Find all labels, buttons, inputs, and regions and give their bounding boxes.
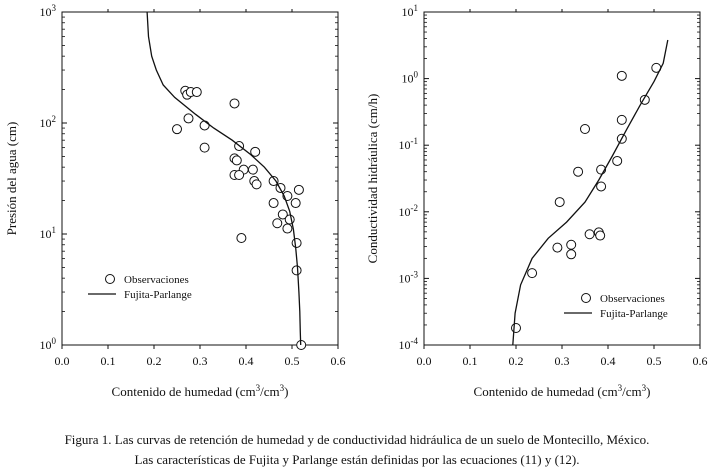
right-observation-point — [528, 269, 537, 278]
left-observation-point — [200, 121, 209, 130]
right-observation-point — [617, 115, 626, 124]
right-observation-point — [567, 240, 576, 249]
right-observation-point — [512, 323, 521, 332]
right-x-axis-label: Contenido de humedad $(cm^3/cm^3)$ — [473, 383, 651, 399]
right-legend-circle-swatch — [582, 294, 591, 303]
left-x-axis-label: Contenido de humedad $(cm^3/cm^3)$ — [111, 383, 289, 399]
right-observation-point — [555, 198, 564, 207]
left-plot-frame — [62, 12, 338, 345]
left-observation-point — [192, 88, 201, 97]
right-observation-point — [581, 125, 590, 134]
right-y-tick-label: $10^{-2}$ — [398, 202, 418, 219]
left-x-tick-label: 0.1 — [100, 354, 116, 368]
left-observation-point — [291, 199, 300, 208]
left-observation-point — [184, 114, 193, 123]
left-observation-point — [248, 165, 257, 174]
right-y-tick-label: $10^1$ — [401, 3, 418, 19]
left-y-tick-label: $10^3$ — [39, 3, 56, 19]
left-observation-point — [294, 185, 303, 194]
figure-caption-line-1: Figura 1. Las curvas de retención de humedad y de conductividad hidráulica de un suelo de Montecillo, México. — [64, 432, 650, 447]
right-legend — [564, 293, 668, 320]
left-observation-point — [269, 199, 278, 208]
figure-caption-line-2: Las características de Fujita y Parlange están definidas por las ecuaciones (11) y (12). — [134, 452, 580, 467]
left-x-tick-label: 0.2 — [146, 354, 162, 368]
left-y-tick-label: $10^0$ — [39, 336, 56, 352]
right-x-tick-label: 0.3 — [554, 354, 570, 368]
left-observation-point — [235, 171, 244, 180]
right-y-tick-label: $10^{-4}$ — [398, 336, 418, 352]
left-legend-circle-swatch — [106, 275, 115, 284]
right-x-tick-label: 0.0 — [416, 354, 432, 368]
left-observation-point — [285, 215, 294, 224]
right-x-tick-label: 0.5 — [646, 354, 662, 368]
left-observation-point — [283, 224, 292, 233]
left-observation-point — [252, 180, 261, 189]
left-y-tick-label: $10^1$ — [39, 225, 56, 241]
right-y-axis-label: Conductividad hidráulica (cm/h) — [365, 93, 380, 264]
right-observation-point — [553, 243, 562, 252]
left-legend — [88, 274, 192, 301]
right-y-tick-label: $10^0$ — [401, 69, 418, 86]
left-x-tick-label: 0.3 — [192, 354, 208, 368]
left-y-tick-label: $10^2$ — [39, 114, 56, 130]
left-observation-point — [230, 99, 239, 108]
left-observation-point — [237, 234, 246, 243]
right-observation-point — [597, 182, 606, 191]
left-x-tick-label: 0.4 — [238, 354, 254, 368]
right-y-tick-label: $10^{-1}$ — [398, 136, 418, 153]
right-chart — [365, 3, 708, 399]
left-observation-point — [292, 266, 301, 275]
right-observation-point — [613, 156, 622, 165]
right-observation-point — [574, 167, 583, 176]
right-observation-point — [617, 71, 626, 80]
right-legend-label: Observaciones — [600, 293, 665, 305]
left-observation-point — [173, 125, 182, 134]
left-observation-point — [292, 238, 301, 247]
right-legend-label: Fujita-Parlange — [600, 308, 668, 320]
right-y-tick-label: $10^{-3}$ — [398, 269, 418, 286]
left-legend-label: Fujita-Parlange — [124, 289, 192, 301]
right-x-tick-label: 0.6 — [692, 354, 708, 368]
left-x-tick-label: 0.6 — [330, 354, 346, 368]
right-x-tick-label: 0.2 — [508, 354, 524, 368]
left-x-tick-label: 0.0 — [54, 354, 70, 368]
left-observation-point — [232, 156, 241, 165]
left-x-tick-label: 0.5 — [284, 354, 300, 368]
left-legend-label: Observaciones — [124, 274, 189, 286]
right-x-tick-label: 0.4 — [600, 354, 616, 368]
left-observation-point — [273, 219, 282, 228]
left-y-axis-label: Presión del agua (cm) — [4, 121, 19, 236]
right-x-tick-label: 0.1 — [462, 354, 478, 368]
left-observation-point — [200, 143, 209, 152]
right-observation-point — [596, 231, 605, 240]
left-chart — [4, 3, 346, 399]
right-observation-point — [585, 230, 594, 239]
right-observation-point — [567, 250, 576, 259]
